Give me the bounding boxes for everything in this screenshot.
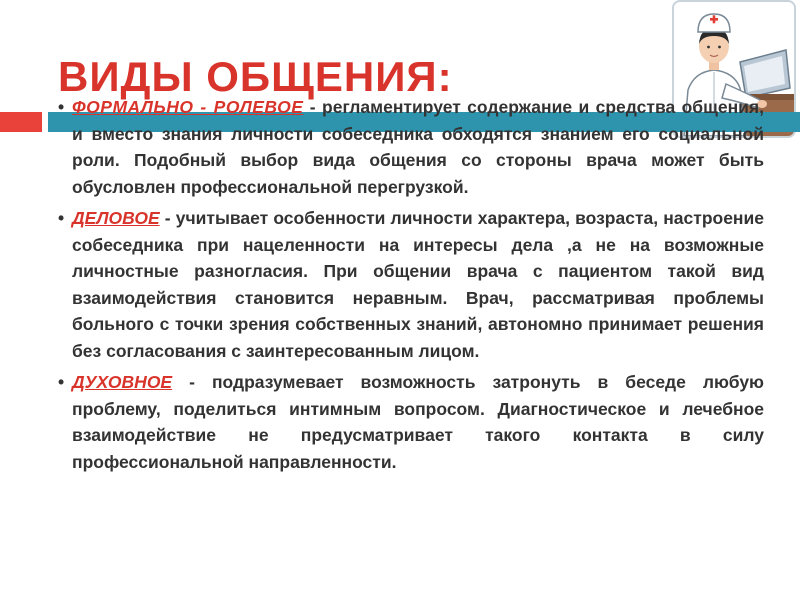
separator: - [159, 208, 176, 228]
list-item [58, 94, 764, 200]
term-business: ДЕЛОВОЕ [72, 208, 160, 228]
slide-title: ВИДЫ ОБЩЕНИЯ: [58, 53, 453, 100]
separator: - [172, 372, 212, 392]
list-item [58, 369, 764, 475]
item-text: подразумевает возможность затронуть в беседе любую проблему, поделиться интимным вопросом. Диагностическое и лечебное взаимодействие не предусматривает такого контакта в силу профессиональной направленности. [72, 372, 764, 472]
term-formal-role: ФОРМАЛЬНО - РОЛЕВОЕ [72, 97, 304, 117]
item-text: регламентирует содержание и средства общения, и вместо знания личности собеседника обходятся знанием его социальной роли. Подобный выбор вида общения со стороны врача может быть обусловлен профессиональной перегрузкой. [72, 97, 765, 197]
accent-bar-red [0, 112, 42, 132]
bullet: • [58, 372, 65, 392]
bullet: • [58, 208, 65, 228]
list-item [58, 205, 764, 364]
types-list [58, 94, 764, 475]
bullet: • [58, 97, 65, 117]
item-text: учитывает особенности личности характера, возраста, настроение собеседника при нацеленности на интересы дела ,а не на возможные личностные разногласия. При общении врача с пациентом такой вид взаимодействия становится неравным. Врач, рассматривая проблемы больного с точки зрения собственных знаний, автономно принимает решения без согласования с заинтересованным лицом. [72, 208, 764, 361]
term-spiritual: ДУХОВНОЕ [72, 372, 173, 392]
separator: - [303, 97, 323, 117]
